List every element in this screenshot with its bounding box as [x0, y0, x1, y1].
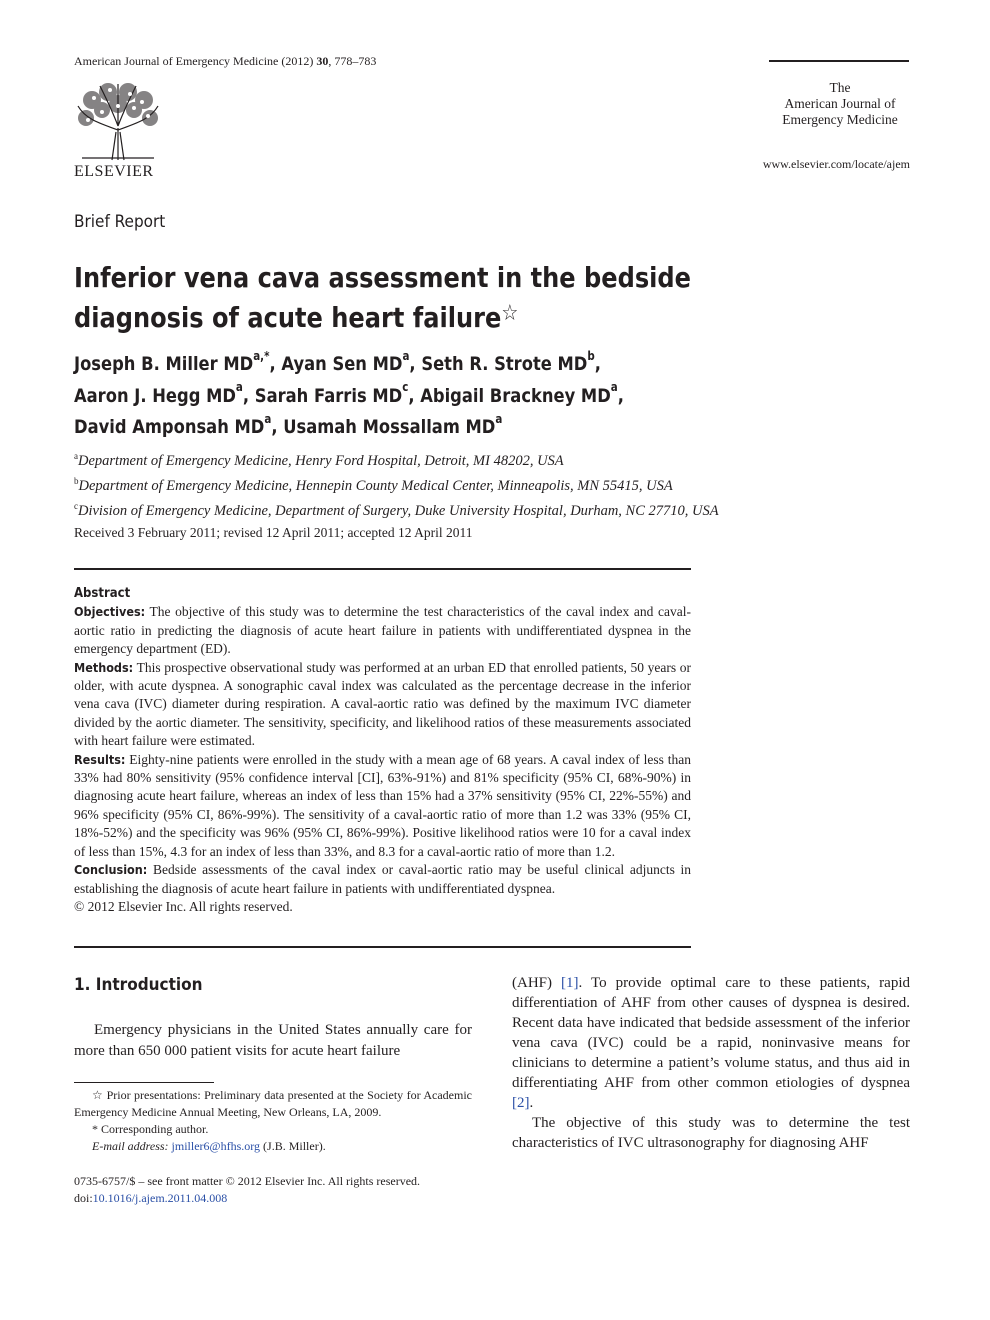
article-type: Brief Report: [74, 212, 166, 232]
journal-title-block: [760, 80, 920, 128]
body-text-column-2: [512, 973, 910, 1153]
footnote-rule: [74, 1082, 214, 1083]
journal-url[interactable]: www.elsevier.com/locate/ajem: [762, 157, 910, 171]
author: Seth R. Strote $MD^b$,: [421, 349, 601, 376]
paragraph: The objective of this study was to determine the test characteristics of IVC ultrasonography for diagnosing AHF: [512, 1115, 910, 1151]
reference-link[interactable]: [2]: [512, 1095, 530, 1111]
issn-line: 0735-6757/$ – see front matter © 2012 Elsevier Inc. All rights reserved.: [74, 1174, 421, 1188]
abstract-results: Results: Eighty-nine patients were enrolled in the study with a mean age of 68 years. A caval index of less than 33% had 80% sensitivity (95% confidence interval [CI], 63%-91%) and 81% specificity (95% CI, 68%-90%) in diagnosing acute heart failure, whereas an index of less than 15% had a 37% sensitivity (95% CI, 22%-55%) and 96% specificity (95% CI, 86%-99%). The sensitivity of a caval-aortic ratio of more than 1.2 was 33% (95% CI, 18%-52%) and the specificity was 96% (95% CI, 86%-99%). Positive likelihood ratios were 10 for a caval index of less than 15%, 4.3 for an index of less than 33%, and 8.3 for a caval-aortic ratio of more than 1.2.: [74, 751, 691, 859]
footnote-email: E-mail address: jmiller6@hfhs.org (J.B. Miller).: [92, 1139, 326, 1153]
author-affiliation-mark[interactable]: c: [402, 380, 409, 395]
header-rule: [769, 60, 909, 62]
journal-title-line: American Journal of: [784, 96, 896, 111]
abstract-top-rule: [74, 568, 691, 570]
author: Joseph B. Miller $MD^{a,*}$,: [74, 349, 282, 376]
author: David Amponsah $MD^a$,: [74, 411, 284, 438]
journal-title-line: The: [829, 80, 851, 95]
affiliation-list: [74, 446, 719, 520]
author-affiliation-mark[interactable]: a: [610, 380, 618, 395]
abstract-methods: Methods: This prospective observational study was performed at an urban ED that enrolled patients, 50 years or older, with acute dyspnea. A sonographic caval index was calculated as the percentage decrease in the inferior vena cava (IVC) diameter during respiration. A caval-aortic ratio was defined by the maximum IVC diameter divided by the aortic diameter. The sensitivity, specificity, and likelihood ratios of these measurements associated with heart failure were estimated.: [74, 659, 691, 749]
abstract-bottom-rule: [74, 946, 691, 948]
author-affiliation-mark[interactable]: a: [235, 380, 243, 395]
issn-doi-block: [74, 1173, 420, 1207]
author-list: [74, 346, 728, 440]
email-link[interactable]: jmiller6@hfhs.org: [171, 1139, 261, 1153]
reference-link[interactable]: [1]: [561, 975, 579, 991]
footnotes: [74, 1087, 472, 1155]
journal-citation: American Journal of Emergency Medicine (2012): [74, 54, 317, 68]
article-title: [74, 258, 805, 338]
doi-link[interactable]: 10.1016/j.ajem.2011.04.008: [92, 1191, 228, 1205]
author-affiliation-mark[interactable]: a,*: [253, 349, 270, 363]
author: Sarah Farris $MD^c$,: [254, 380, 421, 407]
journal-pages: , 778–783: [328, 54, 377, 68]
abstract-conclusion: Conclusion: Bedside assessments of the caval index or caval-aortic ratio may be useful clinical adjuncts in establishing the diagnosis of acute heart failure in patients with undifferentiated dyspnea.: [74, 862, 691, 896]
journal-volume: 30: [316, 54, 329, 68]
author-affiliation-mark[interactable]: a: [264, 411, 272, 426]
title-footnote-star[interactable]: ☆: [501, 301, 519, 326]
author: Abigail Brackney $MD^a$,: [420, 380, 624, 407]
doi-line: doi:10.1016/j.ajem.2011.04.008: [74, 1191, 228, 1205]
author: Aaron J. Hegg $MD^a$,: [74, 380, 255, 407]
journal-reference: [74, 54, 376, 69]
affiliation: $^c$Division of Emergency Medicine, Department of Surgery, Duke University Hospital, Durham, NC 27710, USA: [74, 500, 719, 519]
article-title-text: Inferior vena cava assessment in the bedside diagnosis of acute heart failure: [74, 261, 691, 334]
author-affiliation-mark[interactable]: b: [587, 349, 595, 363]
received-dates: Received 3 February 2011; revised 12 April 2011; accepted 12 April 2011: [74, 525, 473, 540]
abstract-copyright: © 2012 Elsevier Inc. All rights reserved.: [74, 898, 293, 914]
footnote-prior-presentations: ☆ Prior presentations: Preliminary data presented at the Society for Academic Emergency Medicine Annual Meeting, New Orleans, LA, 2009.: [74, 1088, 472, 1119]
author-affiliation-mark[interactable]: a: [402, 349, 410, 363]
author-affiliation-mark[interactable]: a: [495, 411, 503, 426]
abstract-heading: Abstract: [74, 586, 131, 601]
abstract-objectives: Objectives: The objective of this study was to determine the test characteristics of the caval index and caval-aortic ratio in predicting the diagnosis of acute heart failure in patients with undifferentiated dyspnea in the emergency department (ED).: [74, 604, 691, 657]
abstract: [74, 585, 691, 916]
elsevier-wordmark: ELSEVIER: [74, 163, 154, 180]
paragraph: (AHF) [1]. To provide optimal care to these patients, rapid differentiation of AHF from other causes of dyspnea is desired. Recent data have indicated that bedside assessment of the inferior vena cava (IVC) could be a rapid, noninvasive means for clinicians to determine a patient’s volume status, and thus aid in differentiating AHF from other common etiologies of dyspnea [2].: [512, 975, 910, 1111]
section-heading-introduction: 1. Introduction: [74, 975, 203, 995]
affiliation: $^b$Department of Emergency Medicine, Hennepin County Medical Center, Minneapolis, MN 55415, USA: [74, 475, 673, 494]
author: Usamah Mossallam $MD^a$: [283, 411, 503, 438]
footnote-corresponding-author: * Corresponding author.: [92, 1122, 209, 1136]
journal-title-line: Emergency Medicine: [782, 112, 898, 127]
author: Ayan Sen $MD^a$,: [281, 349, 422, 376]
affiliation: $^a$Department of Emergency Medicine, Henry Ford Hospital, Detroit, MI 48202, USA: [74, 451, 564, 469]
body-text-column-1: Emergency physicians in the United States annually care for more than 650 000 patient visits for acute heart failure: [74, 1022, 472, 1059]
